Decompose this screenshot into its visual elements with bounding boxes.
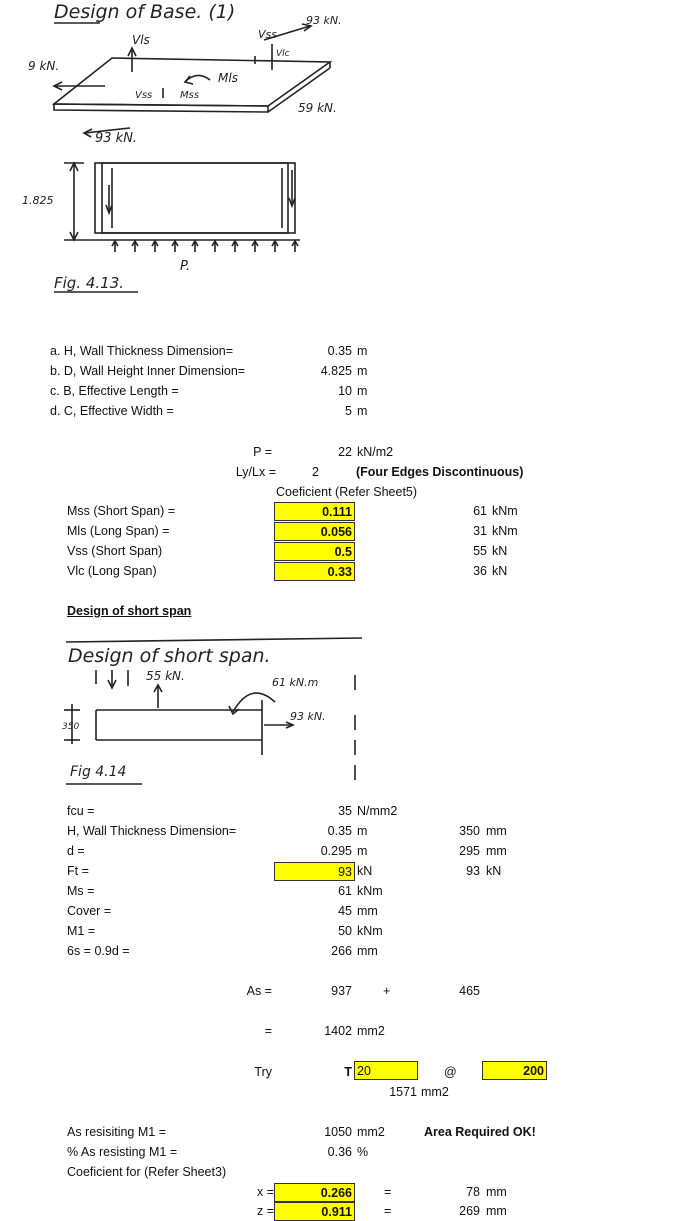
design-value: 61 [338, 884, 352, 898]
z-label: z = [256, 1204, 274, 1218]
dim-label: a. H, Wall Thickness Dimension= [50, 344, 234, 358]
design-unit: mm [357, 944, 378, 958]
design-value: 0.295 [320, 844, 352, 858]
design-unit: N/mm2 [357, 804, 398, 818]
sketch1-label: 59 kN. [298, 101, 337, 115]
design-unit: m [357, 844, 368, 858]
sketch1-title: Design of Base. (1) [54, 1, 236, 23]
design-extra-value: 295 [459, 844, 480, 858]
sketch1-caption: Fig. 4.13. [54, 274, 125, 292]
as-m1-label: As resisiting M1 = [67, 1125, 166, 1139]
coef-label: Mss (Short Span) = [67, 504, 176, 518]
sketch1-label: Vls [132, 33, 150, 47]
design-unit: kNm [357, 884, 383, 898]
dim-value: 10 [338, 384, 352, 398]
design-value: 35 [338, 804, 352, 818]
sketch1-label: 93 kN. [306, 14, 342, 27]
design-label: d = [67, 844, 85, 858]
coef-unit: kNm [492, 524, 518, 538]
z-equals: = [384, 1204, 392, 1218]
x-coef-cell[interactable]: 0.266 [274, 1183, 355, 1202]
coef-cell[interactable]: 0.056 [274, 522, 355, 541]
design-value: 45 [338, 904, 352, 918]
short-span-sketch [0, 630, 380, 790]
coef-label: Vss (Short Span) [67, 544, 163, 558]
dim-unit: m [357, 384, 368, 398]
design-unit: kNm [357, 924, 383, 938]
dim-value: 4.825 [320, 364, 352, 378]
sketch1-label: Mss [180, 90, 200, 101]
sketch1-label: Vss [135, 90, 153, 101]
ft-input-cell[interactable]: 93 [274, 862, 355, 881]
design-extra-unit: kN [486, 864, 502, 878]
dim-value: 5 [345, 404, 352, 418]
bar-prefix: T [344, 1065, 352, 1079]
x-value: 78 [466, 1185, 480, 1199]
design-label: M1 = [67, 924, 96, 938]
as-part2: 465 [459, 984, 480, 998]
as-total-unit: mm2 [357, 1024, 385, 1038]
sketch2-label: 93 kN. [290, 710, 326, 723]
sketch1-label: 1.825 [22, 194, 54, 207]
design-value: 266 [331, 944, 352, 958]
design-label: Ft = [67, 864, 89, 878]
sketch1-label: 9 kN. [28, 59, 60, 73]
provided-area: 1571 [389, 1085, 417, 1099]
section-heading: Design of short span [67, 604, 192, 618]
as-total: 1402 [324, 1024, 352, 1038]
x-equals: = [384, 1185, 392, 1199]
sketch1-label: Mls [218, 71, 238, 85]
dim-label: c. B, Effective Length = [50, 384, 179, 398]
coef-result: 55 [473, 544, 487, 558]
design-extra-value: 93 [466, 864, 480, 878]
pressure-unit: kN/m2 [357, 445, 394, 459]
dim-value: 0.35 [327, 344, 352, 358]
as-plus: + [383, 984, 391, 998]
design-unit: kN [357, 864, 373, 878]
as-m1-value: 1050 [324, 1125, 352, 1139]
coef-result: 36 [473, 564, 487, 578]
sketch2-caption: Fig 4.14 [70, 764, 127, 780]
dim-label: d. C, Effective Width = [50, 404, 174, 418]
coef-result: 31 [473, 524, 487, 538]
coef-unit: kNm [492, 504, 518, 518]
design-value: 50 [338, 924, 352, 938]
coef-label: Vlc (Long Span) [67, 564, 157, 578]
as-m1-unit: mm2 [357, 1125, 385, 1139]
pct-value: 0.36 [327, 1145, 352, 1159]
coefficient-heading: Coeficient (Refer Sheet5) [276, 485, 418, 499]
dim-unit: m [357, 404, 368, 418]
sketch1-label: P. [180, 259, 191, 274]
as-part1: 937 [331, 984, 352, 998]
pct-label: % As resisting M1 = [67, 1145, 178, 1159]
pressure-label: P = [253, 445, 272, 459]
try-label: Try [254, 1065, 272, 1079]
ratio-note: (Four Edges Discontinuous) [356, 465, 524, 479]
z-value: 269 [459, 1204, 480, 1218]
coef-cell[interactable]: 0.33 [274, 562, 355, 581]
sketch2-label: 61 kN.m [272, 676, 319, 689]
design-label: Cover = [67, 904, 112, 918]
coef-cell[interactable]: 0.111 [274, 502, 355, 521]
design-unit: m [357, 824, 368, 838]
coef-result: 61 [473, 504, 487, 518]
x-label: x = [256, 1185, 274, 1199]
base-sketch [0, 0, 370, 300]
pct-unit: % [357, 1145, 369, 1159]
bar-size-input[interactable]: 20 [354, 1061, 418, 1080]
sketch2-label: 350 [62, 722, 80, 732]
dim-label: b. D, Wall Height Inner Dimension= [50, 364, 246, 378]
ratio-label: Ly/Lx = [235, 465, 276, 479]
sketch1-label: Vss [258, 28, 277, 41]
z-unit: mm [486, 1204, 507, 1218]
coef-cell[interactable]: 0.5 [274, 542, 355, 561]
sketch1-label: 93 kN. [95, 131, 138, 146]
as-label: As = [246, 984, 272, 998]
provided-unit: mm2 [421, 1085, 449, 1099]
coef-label: Mls (Long Span) = [67, 524, 170, 538]
status-message: Area Required OK! [424, 1125, 536, 1139]
design-value: 0.35 [327, 824, 352, 838]
sketch1-label: Vlc [276, 49, 290, 59]
design-extra-value: 350 [459, 824, 480, 838]
pressure-value: 22 [338, 445, 352, 459]
design-unit: mm [357, 904, 378, 918]
dim-unit: m [357, 344, 368, 358]
design-extra-unit: mm [486, 844, 507, 858]
coef-unit: kN [492, 564, 508, 578]
design-label: H, Wall Thickness Dimension= [67, 824, 237, 838]
design-extra-unit: mm [486, 824, 507, 838]
as-equals: = [264, 1024, 272, 1038]
at-symbol: @ [444, 1065, 457, 1079]
design-label: 6s = 0.9d = [67, 944, 130, 958]
dim-unit: m [357, 364, 368, 378]
sketch2-title: Design of short span. [68, 645, 271, 667]
ratio-value: 2 [312, 465, 319, 479]
design-label: fcu = [67, 804, 95, 818]
coef-unit: kN [492, 544, 508, 558]
spacing-input[interactable]: 200 [482, 1061, 547, 1080]
z-coef-cell[interactable]: 0.911 [274, 1202, 355, 1221]
design-label: Ms = [67, 884, 95, 898]
coef-sheet3-label: Coeficient for (Refer Sheet3) [67, 1165, 227, 1179]
sketch2-label: 55 kN. [146, 669, 185, 683]
x-unit: mm [486, 1185, 507, 1199]
